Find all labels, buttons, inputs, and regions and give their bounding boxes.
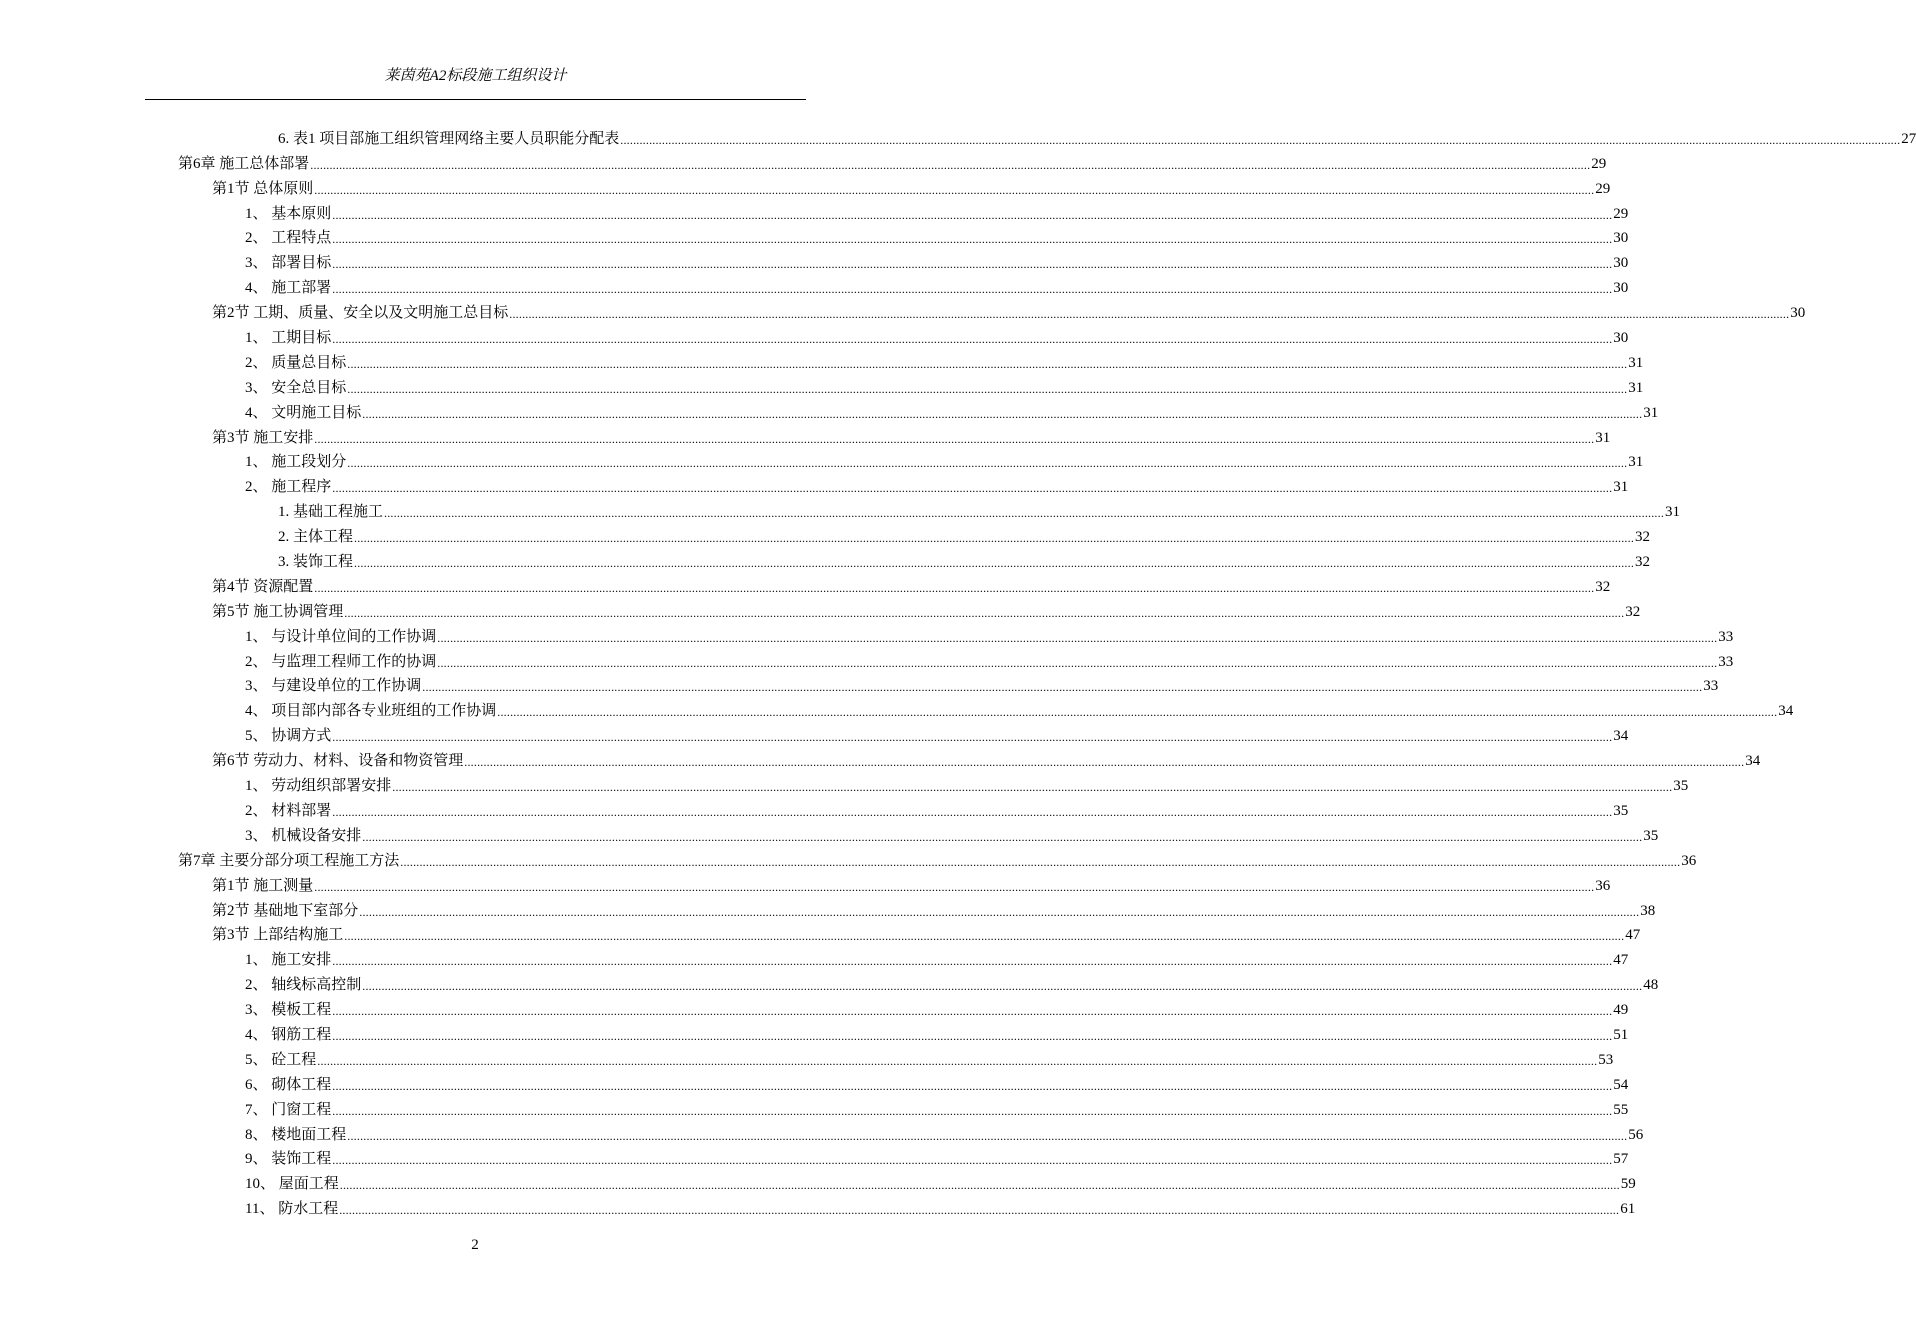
toc-entry[interactable] [0,1144,1629,1169]
toc-dot-leader: ................................................................................................................................................................................................................................................................................................................................................................................................................ [332,332,1613,347]
toc-dot-leader: ................................................................................................................................................................................................................................................................................................................................................................................................................ [332,207,1613,222]
toc-entry[interactable] [0,1168,1636,1193]
toc-dot-leader: ................................................................................................................................................................................................................................................................................................................................................................................................................ [437,630,1718,645]
toc-entry-label: 3、 模板工程 [245,1002,332,1019]
toc-entry[interactable] [0,895,1656,920]
toc-entry-label: 11、 防水工程 [245,1201,339,1218]
toc-entry[interactable] [0,770,1689,795]
toc-entry-line [245,1076,1629,1094]
toc-entry[interactable] [0,646,1734,671]
toc-entry[interactable] [0,621,1734,646]
toc-entry-page: 35 [1613,802,1629,819]
toc-entry-label: 第3节 上部结构施工 [212,927,344,944]
toc-entry-label: 5、 砼工程 [245,1051,317,1068]
toc-entry-line [245,827,1659,845]
toc-entry-line [212,926,1641,944]
toc-entry-page: 31 [1613,479,1629,496]
toc-entry-line [245,453,1644,471]
toc-dot-leader: ................................................................................................................................................................................................................................................................................................................................................................................................................ [332,282,1613,297]
toc-entry[interactable] [0,272,1629,297]
toc-entry-page: 32 [1625,603,1641,620]
toc-entry-line [212,180,1611,198]
toc-entry-label: 9、 装饰工程 [245,1151,332,1168]
toc-dot-leader: ................................................................................................................................................................................................................................................................................................................................................................................................................ [332,481,1613,496]
toc-entry[interactable] [0,1044,1614,1069]
toc-entry[interactable] [0,496,1681,521]
toc-dot-leader: ................................................................................................................................................................................................................................................................................................................................................................................................................ [497,705,1778,720]
toc-dot-leader: ................................................................................................................................................................................................................................................................................................................................................................................................................ [332,257,1613,272]
toc-entry-line [245,1126,1644,1144]
toc-entry-page: 61 [1620,1201,1636,1218]
toc-entry-line [245,702,1794,720]
toc-entry-label: 5、 协调方式 [245,728,332,745]
toc-entry-page: 35 [1643,827,1659,844]
toc-entry[interactable] [0,521,1651,546]
toc-entry-page: 30 [1613,230,1629,247]
toc-entry-line [245,1175,1636,1193]
toc-entry-page: 34 [1613,728,1629,745]
toc-entry-page: 27 [1901,130,1916,147]
toc-dot-leader: ................................................................................................................................................................................................................................................................................................................................................................................................................ [362,979,1643,994]
toc-entry-line [245,628,1734,646]
toc-entry[interactable] [0,969,1659,994]
toc-entry-label: 1、 工期目标 [245,330,332,347]
toc-dot-leader: ................................................................................................................................................................................................................................................................................................................................................................................................................ [359,904,1640,919]
toc-entry-line [245,404,1659,422]
toc-entry[interactable] [0,198,1629,223]
toc-entry-line [245,229,1629,247]
toc-entry-label: 2、 与监理工程师工作的协调 [245,653,437,670]
toc-entry-label: 第5节 施工协调管理 [212,603,344,620]
toc-entry-label: 2. 主体工程 [278,529,354,546]
toc-entry-page: 33 [1718,653,1734,670]
toc-dot-leader: ................................................................................................................................................................................................................................................................................................................................................................................................................ [314,182,1595,197]
toc-entry-label: 10、 屋面工程 [245,1176,339,1193]
toc-dot-leader: ................................................................................................................................................................................................................................................................................................................................................................................................................ [464,755,1745,770]
toc-dot-leader: ................................................................................................................................................................................................................................................................................................................................................................................................................ [344,605,1625,620]
toc-dot-leader: ................................................................................................................................................................................................................................................................................................................................................................................................................ [354,556,1635,571]
toc-entry-line [178,852,1697,870]
toc-dot-leader: ................................................................................................................................................................................................................................................................................................................................................................................................................ [332,1004,1613,1019]
toc-entry-page: 48 [1643,977,1659,994]
toc-entry-page: 57 [1613,1151,1629,1168]
toc-entry-page: 31 [1628,379,1644,396]
toc-entry-page: 35 [1673,778,1689,795]
toc-entry-page: 31 [1628,454,1644,471]
toc-entry-label: 3、 与建设单位的工作协调 [245,678,422,695]
toc-entry[interactable] [0,745,1761,770]
toc-entry-label: 2、 轴线标高控制 [245,977,362,994]
toc-dot-leader: ................................................................................................................................................................................................................................................................................................................................................................................................................ [347,456,1628,471]
toc-entry-page: 31 [1665,504,1681,521]
toc-entry-page: 33 [1703,678,1719,695]
toc-entry[interactable] [0,372,1644,397]
toc-entry-page: 36 [1595,877,1611,894]
toc-entry[interactable] [0,322,1629,347]
toc-entry-label: 3. 装饰工程 [278,554,354,571]
toc-entry-page: 32 [1595,578,1611,595]
toc-entry-label: 第1节 施工测量 [212,877,314,894]
toc-entry[interactable] [0,596,1641,621]
toc-entry-label: 4、 文明施工目标 [245,404,362,421]
toc-entry[interactable] [0,546,1651,571]
toc-dot-leader: ................................................................................................................................................................................................................................................................................................................................................................................................................ [384,506,1665,521]
toc-dot-leader: ................................................................................................................................................................................................................................................................................................................................................................................................................ [339,1178,1620,1193]
page-number: 2 [471,1237,479,1253]
toc-entry-line [245,677,1719,695]
toc-dot-leader: ................................................................................................................................................................................................................................................................................................................................................................................................................ [314,580,1595,595]
toc-entry-label: 第6节 劳动力、材料、设备和物资管理 [212,753,464,770]
toc-entry-page: 47 [1613,952,1629,969]
toc-entry-label: 3、 机械设备安排 [245,827,362,844]
toc-entry-page: 29 [1591,155,1607,172]
toc-dot-leader: ................................................................................................................................................................................................................................................................................................................................................................................................................ [332,1028,1613,1043]
toc-dot-leader: ................................................................................................................................................................................................................................................................................................................................................................................................................ [392,780,1673,795]
toc-entry-label: 4、 施工部署 [245,280,332,297]
toc-entry-line [245,354,1644,372]
toc-entry-line [212,429,1611,447]
toc-entry-page: 31 [1643,404,1659,421]
toc-dot-leader: ................................................................................................................................................................................................................................................................................................................................................................................................................ [362,829,1643,844]
toc-entry-label: 8、 楼地面工程 [245,1126,347,1143]
toc-entry-line [212,902,1656,920]
toc-dot-leader: ................................................................................................................................................................................................................................................................................................................................................................................................................ [347,356,1628,371]
toc-entry-line [245,379,1644,397]
toc-entry-page: 31 [1628,354,1644,371]
toc-dot-leader: ................................................................................................................................................................................................................................................................................................................................................................................................................ [347,1128,1628,1143]
toc-entry-page: 29 [1595,180,1611,197]
toc-dot-leader: ................................................................................................................................................................................................................................................................................................................................................................................................................ [339,1203,1620,1218]
toc-entry-line [245,205,1629,223]
toc-entry-label: 1、 劳动组织部署安排 [245,778,392,795]
toc-entry-page: 47 [1625,927,1641,944]
toc-entry[interactable] [0,720,1629,745]
toc-entry-line [245,1101,1629,1119]
toc-entry-line [245,802,1629,820]
toc-entry[interactable] [0,1069,1629,1094]
toc-dot-leader: ................................................................................................................................................................................................................................................................................................................................................................................................................ [332,954,1613,969]
toc-entry-line [245,951,1629,969]
toc-entry-label: 4、 项目部内部各专业班组的工作协调 [245,703,497,720]
toc-entry-line [245,279,1629,297]
toc-entry-page: 54 [1613,1076,1629,1093]
toc-entry-page: 36 [1681,852,1697,869]
toc-entry-page: 34 [1778,703,1794,720]
toc-dot-leader: ................................................................................................................................................................................................................................................................................................................................................................................................................ [310,157,1591,172]
header-rule [145,99,806,100]
toc-dot-leader: ................................................................................................................................................................................................................................................................................................................................................................................................................ [314,431,1595,446]
toc-entry-page: 32 [1635,529,1651,546]
toc-entry-line [245,727,1629,745]
toc-entry-label: 第3节 施工安排 [212,429,314,446]
toc-entry[interactable] [0,1094,1629,1119]
toc-entry-page: 51 [1613,1026,1629,1043]
toc-entry[interactable] [0,1119,1644,1144]
toc-entry-page: 53 [1598,1051,1614,1068]
toc-entry-page: 38 [1640,902,1656,919]
toc-entry-page: 30 [1790,305,1806,322]
toc-entry[interactable] [0,247,1629,272]
toc-entry-line [278,503,1681,521]
toc-dot-leader: ................................................................................................................................................................................................................................................................................................................................................................................................................ [362,406,1643,421]
toc-entry-label: 2、 工程特点 [245,230,332,247]
toc-entry[interactable] [0,1019,1629,1044]
table-of-contents [0,123,1916,1218]
toc-entry-line [245,1051,1614,1069]
toc-entry-page: 34 [1745,753,1761,770]
toc-entry-label: 1、 与设计单位间的工作协调 [245,628,437,645]
toc-entry[interactable] [0,870,1611,895]
toc-dot-leader: ................................................................................................................................................................................................................................................................................................................................................................................................................ [332,804,1613,819]
toc-entry-line [245,653,1734,671]
toc-entry-page: 55 [1613,1101,1629,1118]
toc-entry-line [245,254,1629,272]
toc-dot-leader: ................................................................................................................................................................................................................................................................................................................................................................................................................ [344,929,1625,944]
toc-dot-leader: ................................................................................................................................................................................................................................................................................................................................................................................................................ [332,1103,1613,1118]
toc-entry-page: 29 [1613,205,1629,222]
toc-dot-leader: ................................................................................................................................................................................................................................................................................................................................................................................................................ [354,531,1635,546]
toc-entry[interactable] [0,297,1806,322]
toc-entry-page: 30 [1613,280,1629,297]
toc-entry-label: 第7章 主要分部分项工程施工方法 [178,852,400,869]
toc-entry-line [278,130,1916,148]
toc-entry-label: 6. 表1 项目部施工组织管理网络主要人员职能分配表 [278,130,620,147]
toc-entry[interactable] [0,173,1611,198]
toc-entry[interactable] [0,571,1611,596]
toc-entry-label: 第4节 资源配置 [212,578,314,595]
toc-entry-line [278,553,1651,571]
toc-dot-leader: ................................................................................................................................................................................................................................................................................................................................................................................................................ [347,381,1628,396]
toc-entry-page: 30 [1613,255,1629,272]
toc-entry-line [245,1026,1629,1044]
toc-entry[interactable] [0,422,1611,447]
toc-entry-label: 2、 质量总目标 [245,354,347,371]
toc-entry[interactable] [0,223,1629,248]
toc-entry-label: 1、 基本原则 [245,205,332,222]
toc-entry-line [245,1150,1629,1168]
toc-entry-label: 1. 基础工程施工 [278,504,384,521]
toc-entry[interactable] [0,920,1641,945]
toc-entry-label: 2、 材料部署 [245,802,332,819]
toc-dot-leader: ................................................................................................................................................................................................................................................................................................................................................................................................................ [332,1078,1613,1093]
toc-dot-leader: ................................................................................................................................................................................................................................................................................................................................................................................................................ [400,854,1681,869]
toc-entry-line [278,528,1651,546]
toc-dot-leader: ................................................................................................................................................................................................................................................................................................................................................................................................................ [314,879,1595,894]
toc-entry-label: 第2节 基础地下室部分 [212,902,359,919]
toc-entry-page: 59 [1620,1176,1636,1193]
toc-entry-page: 32 [1635,554,1651,571]
toc-entry-label: 3、 部署目标 [245,255,332,272]
toc-entry-line [245,1200,1636,1218]
toc-entry-line [245,1001,1629,1019]
toc-entry-line [212,752,1761,770]
toc-entry-label: 2、 施工程序 [245,479,332,496]
toc-entry-label: 6、 砌体工程 [245,1076,332,1093]
toc-entry-line [212,304,1806,322]
toc-dot-leader: ................................................................................................................................................................................................................................................................................................................................................................................................................ [437,655,1718,670]
toc-entry-page: 30 [1613,330,1629,347]
toc-entry-page: 56 [1628,1126,1644,1143]
toc-entry[interactable] [0,994,1629,1019]
toc-entry[interactable] [0,671,1719,696]
toc-entry[interactable] [0,447,1644,472]
toc-entry[interactable] [0,795,1629,820]
toc-entry[interactable] [0,123,1916,148]
toc-entry-line [245,478,1629,496]
running-header: 莱茵苑A2标段施工组织设计 [384,68,567,84]
toc-entry-label: 1、 施工安排 [245,952,332,969]
toc-entry[interactable] [0,845,1697,870]
toc-entry-label: 第1节 总体原则 [212,180,314,197]
toc-entry[interactable] [0,397,1659,422]
toc-entry-line [212,877,1611,895]
toc-entry-label: 第2节 工期、质量、安全以及文明施工总目标 [212,305,509,322]
toc-entry-label: 3、 安全总目标 [245,379,347,396]
toc-entry-label: 第6章 施工总体部署 [178,155,310,172]
toc-entry-label: 1、 施工段划分 [245,454,347,471]
toc-entry[interactable] [0,148,1607,173]
toc-entry-page: 49 [1613,1002,1629,1019]
toc-dot-leader: ................................................................................................................................................................................................................................................................................................................................................................................................................ [332,730,1613,745]
toc-entry-page: 31 [1595,429,1611,446]
toc-dot-leader: ................................................................................................................................................................................................................................................................................................................................................................................................................ [422,680,1703,695]
toc-dot-leader: ................................................................................................................................................................................................................................................................................................................................................................................................................ [317,1053,1598,1068]
toc-entry[interactable] [0,944,1629,969]
toc-entry[interactable] [0,471,1629,496]
toc-entry-label: 4、 钢筋工程 [245,1026,332,1043]
toc-entry-line [212,603,1641,621]
toc-entry-label: 7、 门窗工程 [245,1101,332,1118]
toc-entry-line [245,976,1659,994]
toc-entry-page: 33 [1718,628,1734,645]
toc-entry-line [212,578,1611,596]
toc-dot-leader: ................................................................................................................................................................................................................................................................................................................................................................................................................ [332,232,1613,247]
toc-entry[interactable] [0,695,1794,720]
toc-dot-leader: ................................................................................................................................................................................................................................................................................................................................................................................................................ [509,307,1790,322]
toc-entry[interactable] [0,1193,1636,1218]
toc-dot-leader: ................................................................................................................................................................................................................................................................................................................................................................................................................ [332,1153,1613,1168]
toc-entry-line [245,777,1689,795]
toc-dot-leader: ................................................................................................................................................................................................................................................................................................................................................................................................................ [620,132,1901,147]
toc-entry-line [178,155,1607,173]
toc-entry[interactable] [0,347,1644,372]
toc-entry[interactable] [0,820,1659,845]
toc-entry-line [245,329,1629,347]
